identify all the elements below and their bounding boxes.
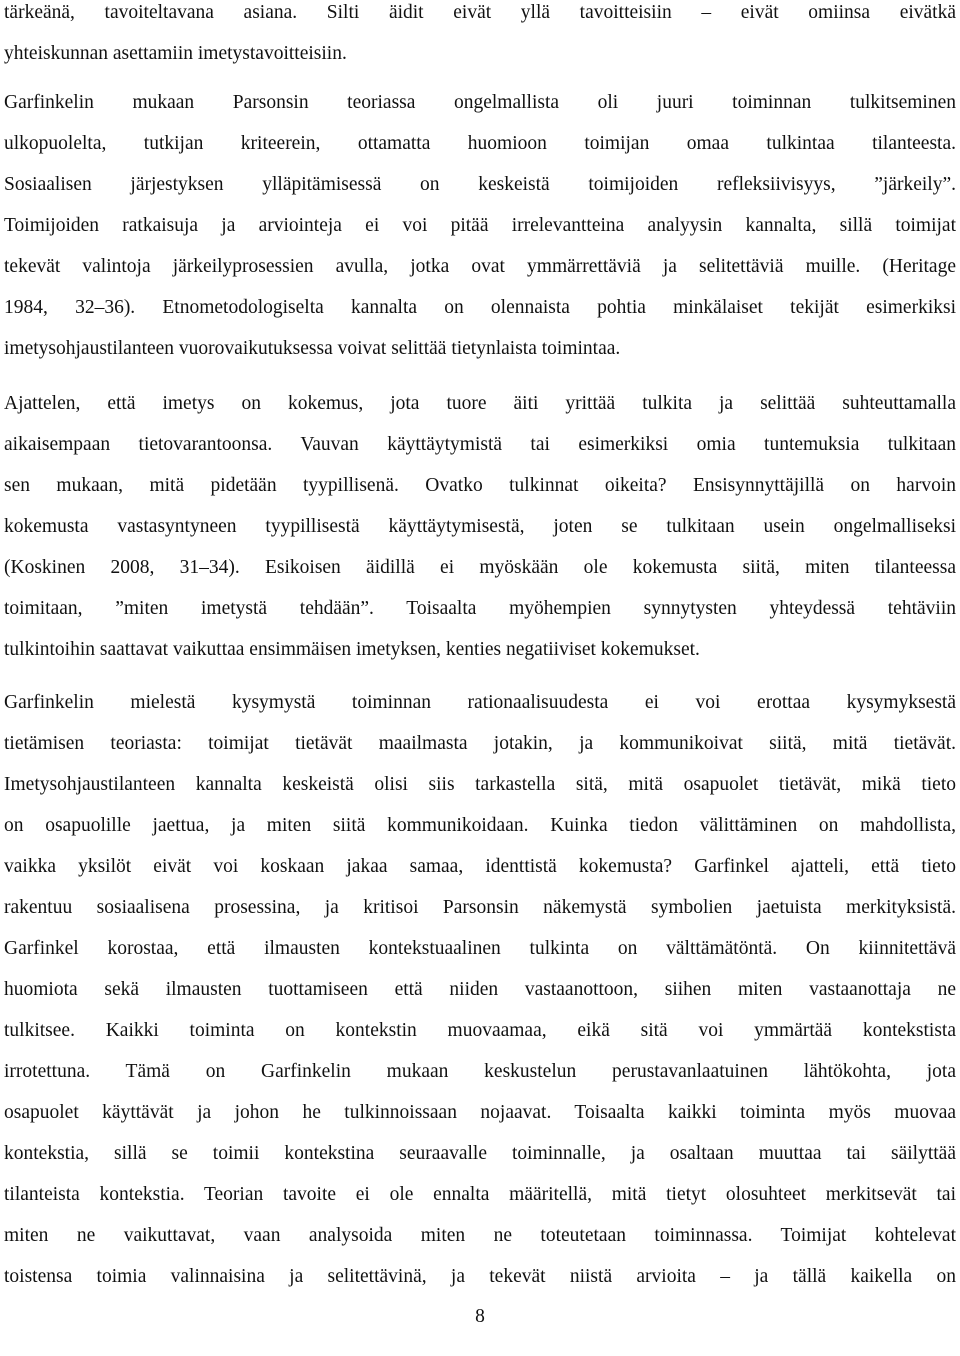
- text-line: osapuolet käyttävät ja johon he tulkinnoissaan nojaavat. Toisaalta kaikki toiminta myös muovaa: [4, 1102, 956, 1123]
- text-line: imetysohjaustilanteen vuorovaikutuksessa voivat selittää tietynlaista toimintaa.: [4, 338, 621, 359]
- text-line: vaikka yksilöt eivät voi koskaan jakaa samaa, identtistä kokemusta? Garfinkel ajatteli, että tieto: [4, 856, 956, 877]
- text-line: Imetysohjaustilanteen kannalta keskeistä olisi siis tarkastella sitä, mitä osapuolet tietävät, mikä tieto: [4, 774, 956, 795]
- text-line: tilanteista kontekstia. Teorian tavoite ei ole ennalta määritellä, mitä tietyt olosuhteet merkitsevät tai: [4, 1184, 956, 1205]
- text-line: kontekstia, sillä se toimii kontekstina seuraavalle toiminnalle, ja osaltaan muuttaa tai säilyttää: [4, 1143, 956, 1164]
- text-line: irrotettuna. Tämä on Garfinkelin mukaan keskustelun perustavanlaatuinen lähtökohta, jota: [4, 1061, 956, 1082]
- page-number: 8: [475, 1306, 485, 1327]
- text-line: Ajattelen, että imetys on kokemus, jota tuore äiti yrittää tulkita ja selittää suhteuttamalla: [4, 393, 956, 414]
- text-line: kokemusta vastasyntyneen tyypillisestä käyttäytymisestä, joten se tulkitaan usein ongelmalliseksi: [4, 516, 956, 537]
- text-line: aikaisempaan tietovarantoonsa. Vauvan käyttäytymistä tai esimerkiksi omia tuntemuksia tulkitaan: [4, 434, 956, 455]
- paragraph: [4, 391, 956, 678]
- text-line: tulkintoihin saattavat vaikuttaa ensimmäisen imetyksen, kenties negatiiviset kokemukset.: [4, 639, 700, 660]
- text-line: rakentuu sosiaalisena prosessina, ja kritisoi Parsonsin näkemystä symbolien jaetuista merkityksistä.: [4, 897, 956, 918]
- text-line: Sosiaalisen järjestyksen ylläpitämisessä on keskeistä toimijoiden refleksiivisyys, ”järkeily”.: [4, 174, 956, 195]
- text-line: Garfinkel korostaa, että ilmausten kontekstuaalinen tulkinta on välttämätöntä. On kiinnitettävä: [4, 938, 956, 959]
- text-line: Garfinkelin mielestä kysymystä toiminnan rationaalisuudesta ei voi erottaa kysymyksestä: [4, 692, 956, 713]
- text-line: (Koskinen 2008, 31–34). Esikoisen äidillä ei myöskään ole kokemusta siitä, miten tilanteessa: [4, 557, 956, 578]
- text-line: tulkitsee. Kaikki toiminta on kontekstin muovaamaa, eikä sitä voi ymmärtää kontekstista: [4, 1020, 956, 1041]
- text-line: sen mukaan, mitä pidetään tyypillisenä. Ovatko tulkinnat oikeita? Ensisynnyttäjillä on harvoin: [4, 475, 956, 496]
- text-line: yhteiskunnan asettamiin imetystavoitteisiin.: [4, 43, 347, 64]
- text-line: toimitaan, ”miten imetystä tehdään”. Toisaalta myöhempien synnytysten yhteydessä tehtäviin: [4, 598, 956, 619]
- text-line: on osapuolille jaettua, ja miten siitä kommunikoidaan. Kuinka tiedon välittäminen on mahdollista,: [4, 815, 956, 836]
- text-line: huomiota sekä ilmausten tuottamiseen että niiden vastaanottoon, siihen miten vastaanottaja ne: [4, 979, 956, 1000]
- text-line: ulkopuolelta, tutkijan kriteerein, ottamatta huomioon toimijan omaa tulkintaa tilanteesta.: [4, 133, 956, 154]
- text-line: toistensa toimia valinnaisina ja selitettävinä, ja tekevät niistä arvioita – ja tällä kaikella on: [4, 1266, 956, 1287]
- paragraph: [4, 0, 956, 82]
- text-line: miten ne vaikuttavat, vaan analysoida miten ne toteutetaan toiminnassa. Toimijat kohtelevat: [4, 1225, 956, 1246]
- text-line: tärkeänä, tavoiteltavana asiana. Silti äidit eivät yllä tavoitteisiin – eivät omiinsa eivätkä: [4, 2, 956, 23]
- text-line: 1984, 32–36). Etnometodologiselta kannalta on olennaista pohtia minkälaiset tekijät esimerkiksi: [4, 297, 956, 318]
- text-line: tietämisen teoriasta: toimijat tietävät maailmasta jotakin, ja kommunikoivat siitä, mitä tietävät.: [4, 733, 956, 754]
- text-line: Toimijoiden ratkaisuja ja arviointeja ei voi pitää irrelevantteina analyysin kannalta, sillä toimijat: [4, 215, 956, 236]
- paragraph: [4, 90, 956, 377]
- text-line: Garfinkelin mukaan Parsonsin teoriassa ongelmallista oli juuri toiminnan tulkitseminen: [4, 92, 956, 113]
- paragraph: [4, 690, 956, 1305]
- text-line: tekevät valintoja järkeilyprosessien avulla, jotka ovat ymmärrettäviä ja selitettäviä muille. (Heritage: [4, 256, 956, 277]
